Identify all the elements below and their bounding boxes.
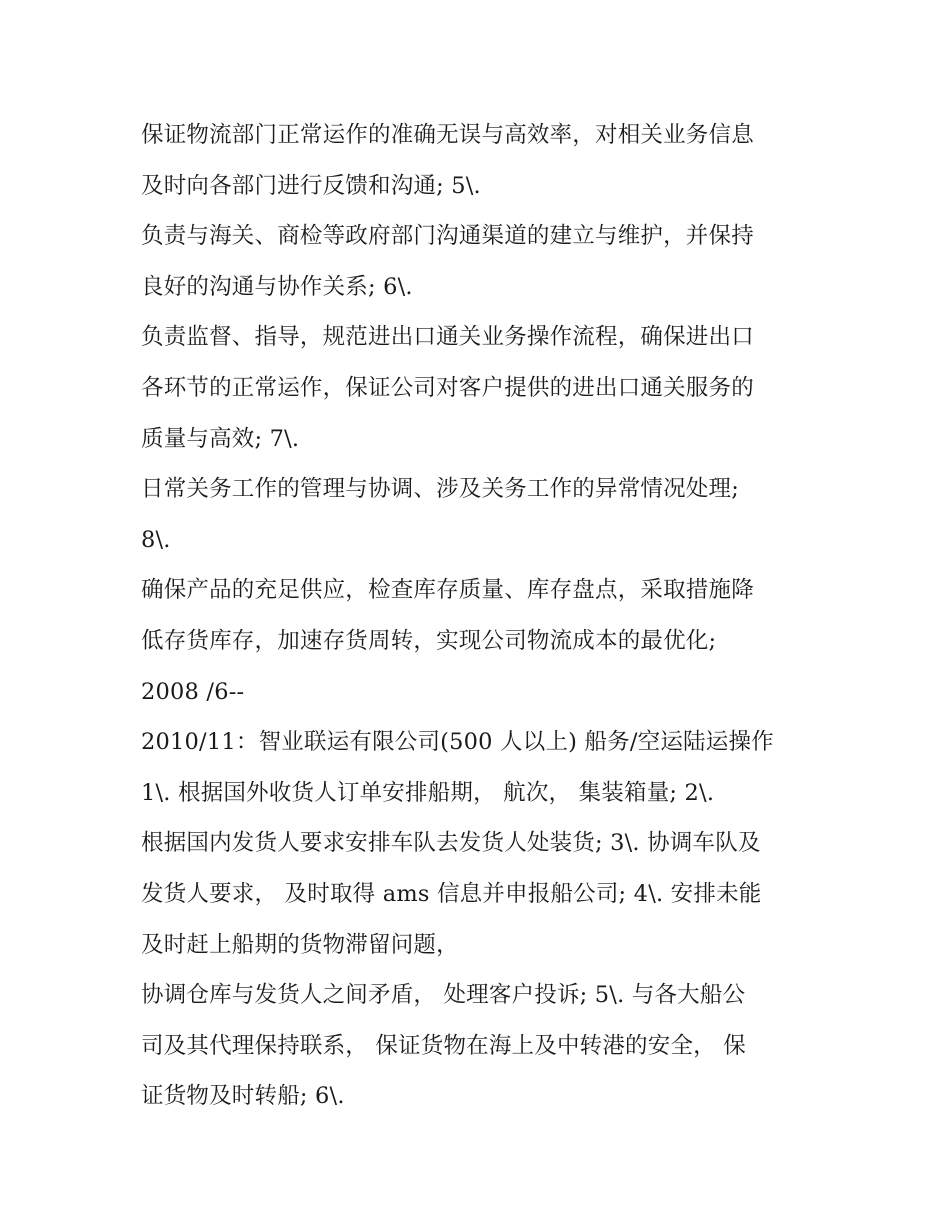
text-line: 2010/11：智业联运有限公司(500 人以上) 船务/空运陆运操作 (141, 729, 774, 756)
document-body (141, 110, 831, 1122)
text-line: 日常关务工作的管理与协调、涉及关务工作的异常情况处理; (141, 476, 739, 503)
text-line: 质量与高效; 7\. (141, 425, 300, 452)
text-line: 证货物及时转船; 6\. (141, 1083, 345, 1110)
text-line: 司及其代理保持联系， 保证货物在海上及中转港的安全， 保 (141, 1032, 746, 1059)
text-line: 负责监督、指导，规范进出口通关业务操作流程，确保进出口 (141, 324, 754, 351)
text-line: 8\. (141, 526, 171, 553)
text-line: 保证物流部门正常运作的准确无误与高效率，对相关业务信息 (141, 122, 754, 148)
text-line: 各环节的正常运作，保证公司对客户提供的进出口通关服务的 (141, 374, 754, 401)
text-line: 低存货库存，加速存货周转，实现公司物流成本的最优化; (141, 627, 717, 654)
text-line: 及时向各部门进行反馈和沟通; 5\. (141, 172, 481, 199)
text-line: 协调仓库与发货人之间矛盾， 处理客户投诉; 5\. 与各大船公 (141, 982, 746, 1009)
text-line: 2008 /6-- (141, 678, 245, 705)
text-line: 确保产品的充足供应，检查库存质量、库存盘点，采取措施降 (141, 577, 754, 604)
text-line: 负责与海关、商检等政府部门沟通渠道的建立与维护，并保持 (141, 223, 754, 250)
text-line: 及时赶上船期的货物滞留问题， (141, 931, 459, 958)
text-line: 发货人要求， 及时取得 ams 信息并申报船公司; 4\. 安排未能 (141, 880, 762, 907)
text-line: 良好的沟通与协作关系; 6\. (141, 273, 413, 300)
text-line: 1\. 根据国外收货人订单安排船期， 航次， 集装箱量; 2\. (141, 779, 715, 806)
text-line: 根据国内发货人要求安排车队去发货人处装货; 3\. 协调车队及 (141, 830, 761, 857)
